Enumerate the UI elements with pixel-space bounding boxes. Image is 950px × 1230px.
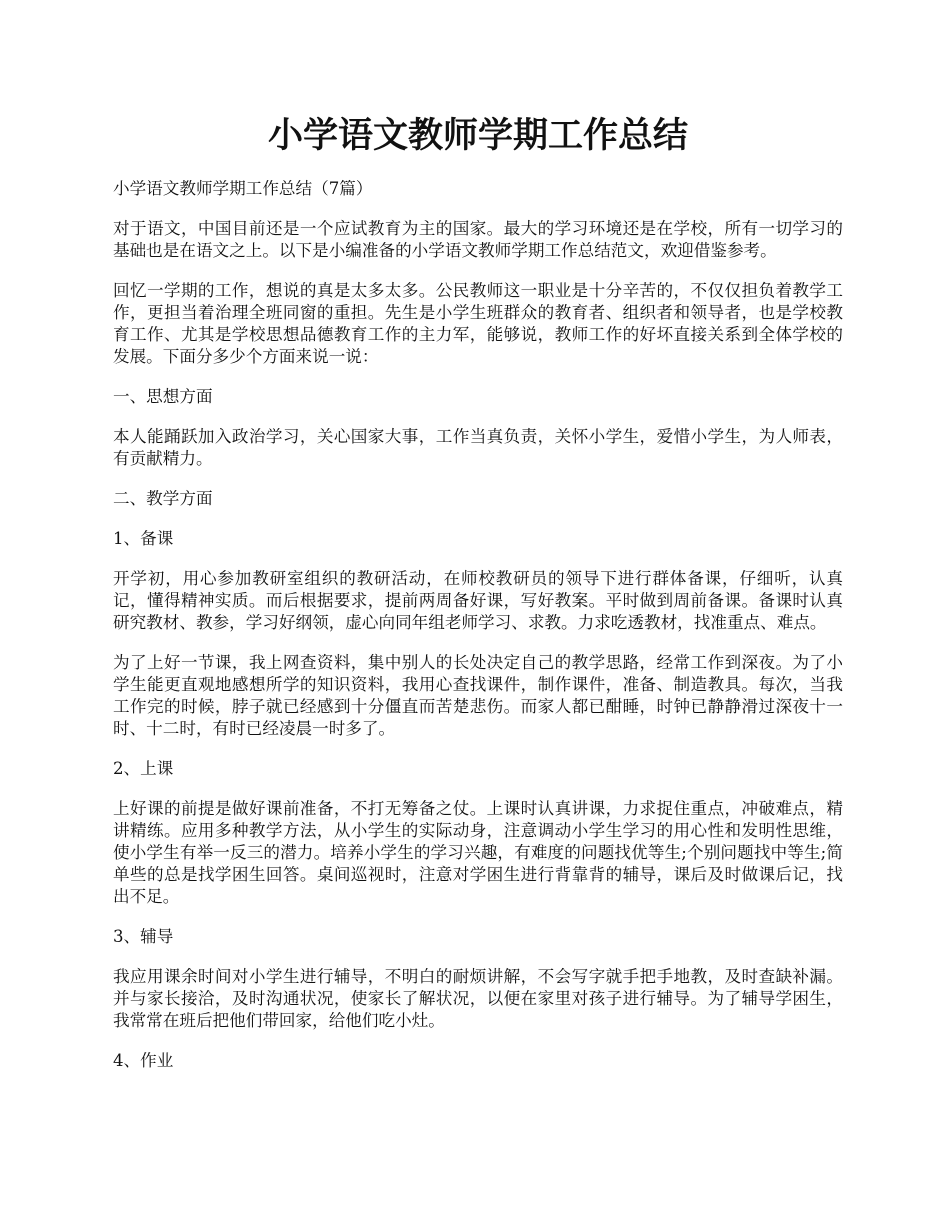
overview-paragraph: 回忆一学期的工作，想说的真是太多太多。公民教师这一职业是十分辛苦的，不仅仅担负着教学工作，更担当着治理全班同窗的重担。先生是小学生班群众的教育者、组织者和领导者，也是学校教育工作、尤其是学校思想品德教育工作的主力军，能够说，教师工作的好坏直接关系到全体学校的发展。下面分多少个方面来说一说：	[113, 281, 843, 366]
tutoring-paragraph: 我应用课余时间对小学生进行辅导，不明白的耐烦讲解，不会写字就手把手地教，及时查缺补漏。并与家长接洽，及时沟通状况，使家长了解状况，以便在家里对孩子进行辅导。为了辅导学困生，我常常在班后把他们带回家，给他们吃小灶。	[113, 967, 843, 1030]
section-heading-thought: 一、思想方面	[113, 387, 213, 406]
document-title: 小学语文教师学期工作总结	[267, 115, 688, 156]
document-body	[113, 178, 843, 1090]
subtitle-paragraph: 小学语文教师学期工作总结（7篇）	[113, 179, 373, 198]
subheading-tutoring: 3、辅导	[113, 927, 174, 946]
section-heading-teaching: 二、教学方面	[113, 489, 213, 508]
subheading-lesson-prep: 1、备课	[113, 529, 174, 548]
intro-paragraph: 对于语文，中国目前还是一个应试教育为主的国家。最大的学习环境还是在学校，所有一切学习的基础也是在语文之上。以下是小编准备的小学语文教师学期工作总结范文，欢迎借鉴参考。	[113, 219, 843, 260]
thought-paragraph: 本人能踊跃加入政治学习，关心国家大事，工作当真负责，关怀小学生，爱惜小学生，为人师表，有贡献精力。	[113, 427, 843, 468]
subheading-class: 2、上课	[113, 759, 174, 778]
lesson-prep-paragraph-1: 开学初，用心参加教研室组织的教研活动，在师校教研员的领导下进行群体备课，仔细听，认真记，懂得精神实质。而后根据要求，提前两周备好课，写好教案。平时做到周前备课。备课时认真研究教材、教参，学习好纲领，虚心向同年组老师学习、求教。力求吃透教材，找准重点、难点。	[113, 569, 843, 632]
class-paragraph: 上好课的前提是做好课前准备，不打无筹备之仗。上课时认真讲课，力求捉住重点，冲破难点，精讲精练。应用多种教学方法，从小学生的实际动身，注意调动小学生学习的用心性和发明性思维，使小学生有举一反三的潜力。培养小学生的学习兴趣，有难度的问题找优等生;个别问题找中等生;简单些的总是找学困生回答。桌间巡视时，注意对学困生进行背靠背的辅导，课后及时做课后记，找出不足。	[113, 799, 843, 906]
subheading-homework: 4、作业	[113, 1051, 174, 1070]
lesson-prep-paragraph-2: 为了上好一节课，我上网查资料，集中别人的长处决定自己的教学思路，经常工作到深夜。为了小学生能更直观地感想所学的知识资料，我用心查找课件，制作课件，准备、制造教具。每次，当我工作完的时候，脖子就已经感到十分僵直而苦楚悲伤。而家人都已酣睡，时钟已静静滑过深夜十一时、十二时，有时已经凌晨一时多了。	[113, 653, 843, 738]
